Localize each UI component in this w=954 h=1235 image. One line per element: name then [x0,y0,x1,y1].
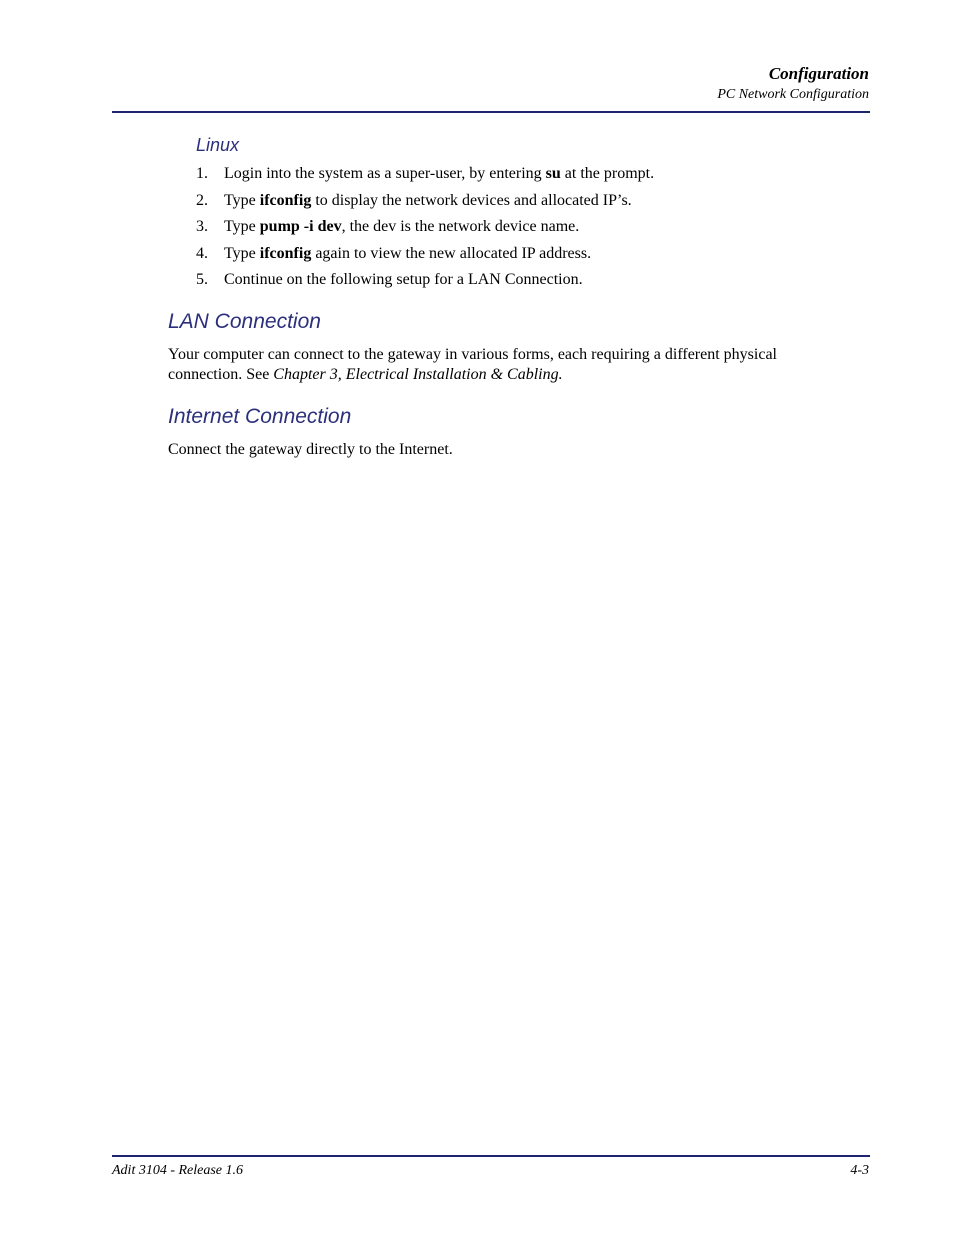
step-text: Continue on the following setup for a LAN Connection. [224,271,583,288]
linux-steps-list [196,163,654,296]
page-number: 4-3 [850,1163,869,1178]
list-item [196,243,654,270]
list-item [196,163,654,190]
step-text-end: at the prompt. [560,165,655,182]
step-number: 2. [196,191,208,209]
step-command: su [545,165,561,182]
linux-heading: Linux [196,135,240,155]
step-command: ifconfig [259,191,312,209]
running-header-subtitle: PC Network Configuration [717,87,869,102]
internet-connection-heading: Internet Connection [168,405,352,428]
step-text: Login into the system as a super-user, by entering [224,165,546,182]
footer-rule [112,1155,870,1157]
chapter-reference: Chapter 3, Electrical Installation & Cabling. [273,366,563,383]
list-item [196,269,654,296]
list-item [196,190,654,217]
step-number: 3. [196,218,208,235]
step-text-end: to display the network devices and allocated IP’s. [311,191,632,209]
step-text-end: , the dev is the network device name. [341,218,580,235]
step-number: 1. [196,165,208,182]
step-number: 5. [196,271,208,288]
header-rule [112,111,870,113]
step-text: Type [224,218,260,235]
step-text: Type [224,191,260,209]
step-command: ifconfig [259,244,312,262]
internet-connection-paragraph: Connect the gateway directly to the Internet. [168,441,453,458]
lan-connection-heading: LAN Connection [168,310,321,333]
step-number: 4. [196,244,208,262]
footer-product-release: Adit 3104 - Release 1.6 [112,1163,244,1178]
list-item [196,216,654,243]
step-text-end: again to view the new allocated IP address. [311,244,592,262]
step-text: Type [224,244,260,262]
step-command: pump -i dev [259,218,342,235]
lan-connection-paragraph [168,345,848,385]
running-header-title: Configuration [768,64,869,83]
lan-connection-text: Your computer can connect to the gateway in various forms, each requiring a different physical connection. See [168,346,777,383]
